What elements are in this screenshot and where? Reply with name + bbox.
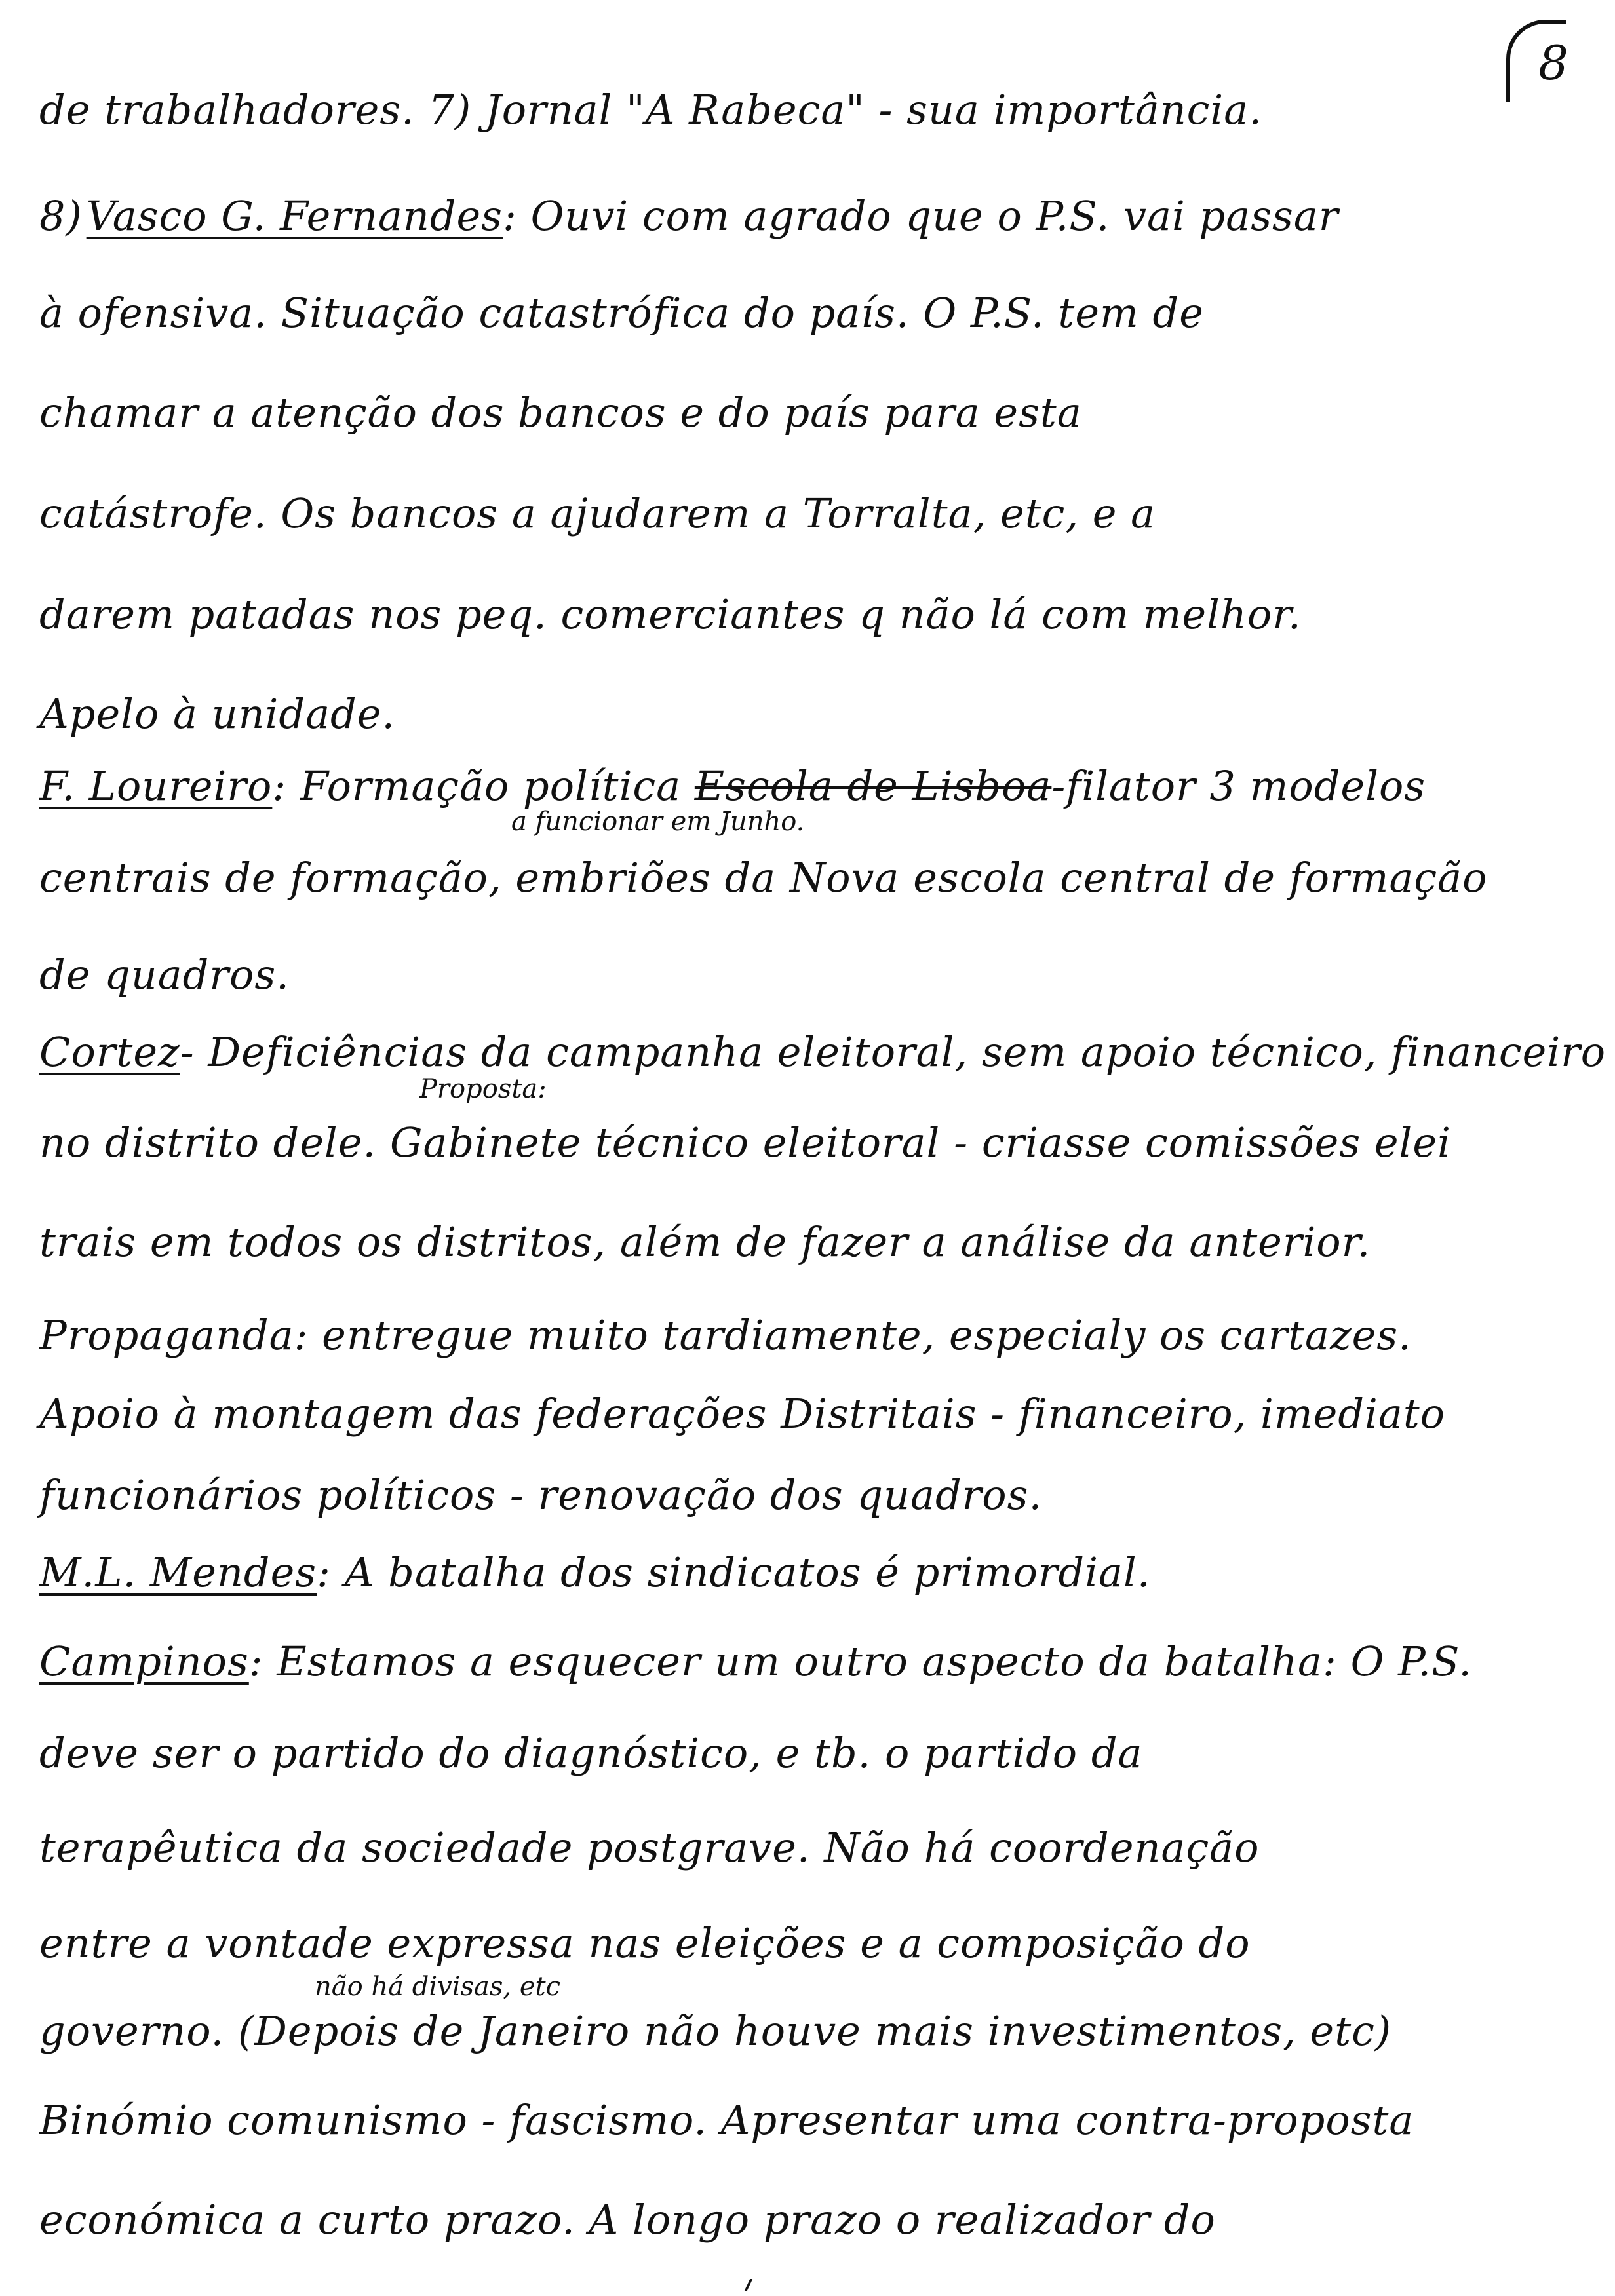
line-text: governo. (Depois de Janeiro não houve mais investimentos, etc) bbox=[39, 2007, 1392, 2055]
line-text: chamar a atenção dos bancos e do país para esta bbox=[39, 389, 1082, 436]
line-text: darem patadas nos peq. comerciantes q não lá com melhor. bbox=[39, 590, 1302, 638]
text-line-1 bbox=[39, 84, 1599, 136]
line-text: catástrofe. Os bancos a ajudarem a Torralta, etc, e a bbox=[39, 489, 1156, 537]
text-line-22 bbox=[39, 2005, 1599, 2057]
speaker-name: F. Loureiro bbox=[39, 762, 273, 810]
text-line-4 bbox=[39, 387, 1599, 439]
text-line-23 bbox=[39, 2094, 1599, 2147]
line-text: - Deficiências da campanha eleitoral, sem apoio técnico, financeiro bbox=[180, 1028, 1606, 1076]
text-line-14 bbox=[39, 1309, 1599, 1362]
line-text: à ofensiva. Situação catastrófica do país. O P.S. tem de bbox=[39, 289, 1204, 337]
line-text: Apoio à montagem das federações Distritais - financeiro, imediato bbox=[39, 1390, 1446, 1438]
line-text: : Ouvi com agrado que o P.S. vai passar bbox=[502, 192, 1339, 240]
text-line-13 bbox=[39, 1216, 1599, 1269]
line-text: terapêutica da sociedade postgrave. Não há coordenação bbox=[39, 1824, 1260, 1871]
text-line-16 bbox=[39, 1469, 1599, 1521]
item-number: 8) bbox=[39, 192, 83, 240]
line-text: entre a vontade expressa nas eleições e a composição do bbox=[39, 1919, 1251, 1967]
text-line-6 bbox=[39, 588, 1599, 641]
line-text: trais em todos os distritos, além de fazer a análise da anterior. bbox=[39, 1218, 1371, 1266]
line-text: centrais de formação, embriões da Nova escola central de formação bbox=[39, 854, 1488, 902]
text-line-8 bbox=[39, 760, 1599, 813]
text-line-15 bbox=[39, 1388, 1599, 1440]
interlinear-note: a funcionar em Junho. bbox=[511, 807, 805, 837]
text-line-24 bbox=[39, 2194, 1599, 2246]
text-line-3 bbox=[39, 287, 1599, 339]
text-line-11 bbox=[39, 1026, 1606, 1079]
text-line-9 bbox=[39, 852, 1599, 904]
line-text: : A batalha dos sindicatos é primordial. bbox=[317, 1548, 1151, 1596]
struck-text: Escola de Lisboa bbox=[694, 762, 1052, 810]
text-line-20 bbox=[39, 1822, 1599, 1874]
text-line-5 bbox=[39, 488, 1599, 540]
line-text: : Estamos a esquecer um outro aspecto da batalha: O P.S. bbox=[248, 1637, 1472, 1685]
text-line-10 bbox=[39, 949, 1599, 1001]
line-text: de trabalhadores. 7) Jornal "A Rabeca" - sua importância. bbox=[39, 86, 1262, 134]
speaker-name: Campinos bbox=[39, 1637, 249, 1685]
line-text: deve ser o partido do diagnóstico, e tb. o partido da bbox=[39, 1729, 1143, 1777]
interlinear-note: Proposta: bbox=[419, 1074, 547, 1104]
line-text: económica a curto prazo. A longo prazo o realizador do bbox=[39, 2196, 1216, 2244]
line-text: Apelo à unidade. bbox=[39, 690, 396, 738]
line-text: Propaganda: entregue muito tardiamente, especialy os cartazes. bbox=[39, 1311, 1412, 1359]
text-line-17 bbox=[39, 1546, 1599, 1599]
speaker-name: M.L. Mendes bbox=[39, 1548, 317, 1596]
interlinear-note: não há divisas, etc bbox=[315, 1972, 560, 2002]
speaker-name: Cortez bbox=[39, 1028, 180, 1076]
text-line-12 bbox=[39, 1117, 1599, 1169]
speaker-name: Vasco G. Fernandes bbox=[86, 192, 503, 240]
text-line-18 bbox=[39, 1636, 1599, 1688]
page-number: 8 bbox=[1514, 24, 1593, 102]
line-text: no distrito dele. Gabinete técnico eleitoral - criasse comissões elei bbox=[39, 1119, 1451, 1166]
line-text-after: -filator 3 modelos bbox=[1051, 762, 1426, 810]
text-line-7 bbox=[39, 688, 1599, 740]
text-line-19 bbox=[39, 1727, 1599, 1780]
line-text: de quadros. bbox=[39, 951, 290, 999]
text-line-21 bbox=[39, 1917, 1599, 1970]
line-text: funcionários políticos - renovação dos quadros. bbox=[39, 1471, 1043, 1519]
ink-mark bbox=[745, 2279, 772, 2291]
line-text: : Formação política bbox=[272, 762, 682, 810]
text-line-2 bbox=[39, 190, 1599, 242]
line-text: Binómio comunismo - fascismo. Apresentar uma contra-proposta bbox=[39, 2096, 1414, 2144]
